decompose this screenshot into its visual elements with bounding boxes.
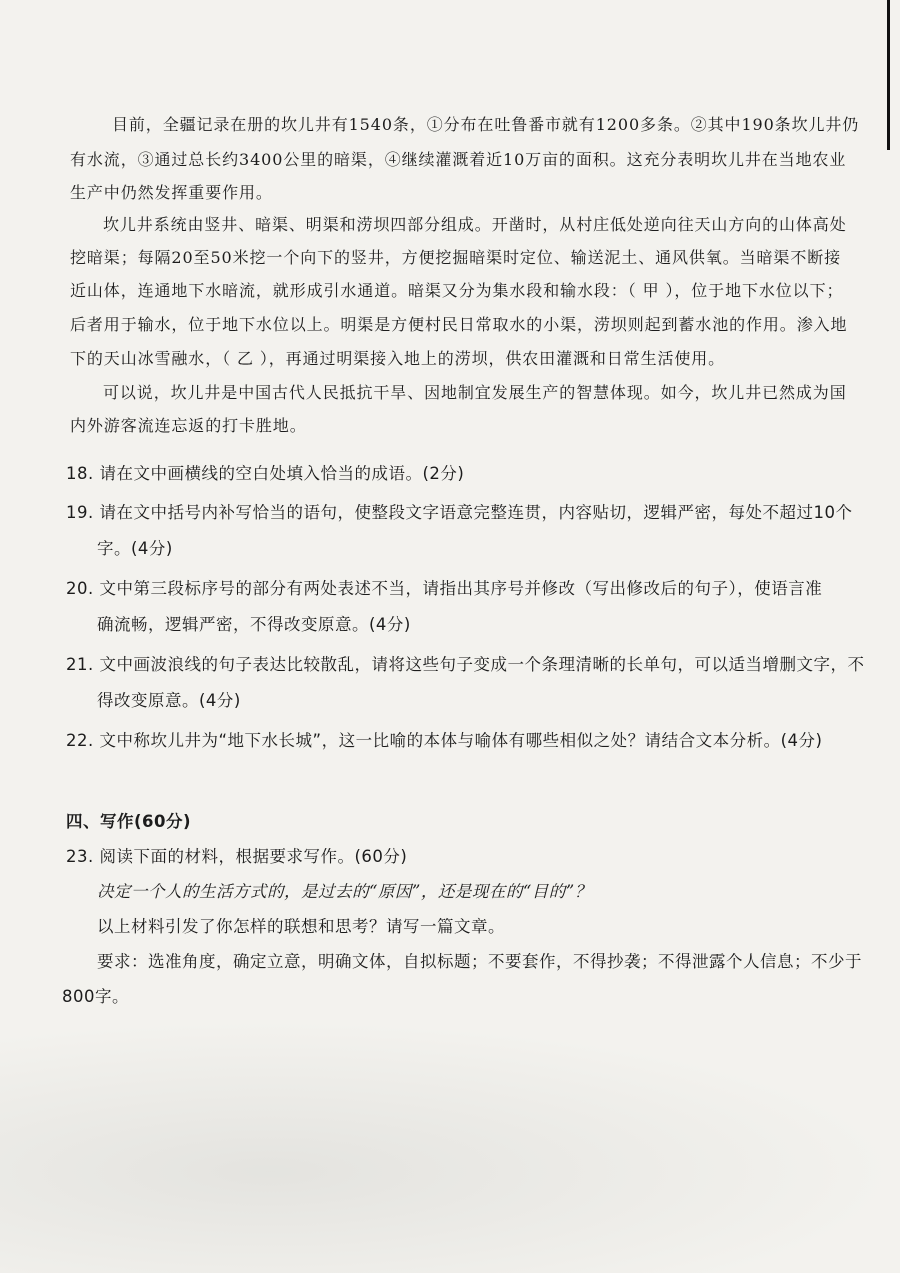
question-21-cont: 得改变原意。(4分) <box>97 691 241 710</box>
passage-line: 下的天山冰雪融水，（ 乙 ），再通过明渠接入地上的涝坝，供农田灌溉和日常生活使用。 <box>70 349 726 368</box>
question-19-cont: 字。(4分) <box>97 539 173 558</box>
question-22: 22. 文中称坎儿井为“地下水长城”，这一比喻的本体与喻体有哪些相似之处？请结合文本分析。(4分) <box>66 731 823 750</box>
passage-line: 生产中仍然发挥重要作用。 <box>70 183 273 202</box>
scan-noise <box>0 1020 900 1273</box>
passage-line: 坎儿井系统由竖井、暗渠、明渠和涝坝四部分组成。开凿时，从村庄低处逆向往天山方向的山体高处 <box>103 215 847 234</box>
question-19: 19. 请在文中括号内补写恰当的语句，使整段文字语意完整连贯，内容贴切，逻辑严密，每处不超过10个 <box>66 503 853 522</box>
section-title: 四、写作(60分) <box>66 812 192 831</box>
question-18: 18. 请在文中画横线的空白处填入恰当的成语。(2分) <box>66 464 465 483</box>
question-23: 23. 阅读下面的材料，根据要求写作。(60分) <box>66 847 408 866</box>
question-20-cont: 确流畅，逻辑严密，不得改变原意。(4分) <box>97 615 411 634</box>
passage-line: 可以说，坎儿井是中国古代人民抵抗干旱、因地制宜发展生产的智慧体现。如今，坎儿井已然成为国 <box>103 383 847 402</box>
writing-material: 决定一个人的生活方式的，是过去的“原因”，还是现在的“目的”？ <box>97 882 592 901</box>
question-20: 20. 文中第三段标序号的部分有两处表述不当，请指出其序号并修改（写出修改后的句子），使语言准 <box>66 579 823 598</box>
question-21: 21. 文中画波浪线的句子表达比较散乱，请将这些句子变成一个条理清晰的长单句，可以适当增删文字，不 <box>66 655 865 674</box>
writing-prompt: 以上材料引发了你怎样的联想和思考？请写一篇文章。 <box>97 917 505 936</box>
writing-requirements-cont: 800字。 <box>62 987 129 1006</box>
passage-line: 挖暗渠；每隔20至50米挖一个向下的竖井，方便挖掘暗渠时定位、输送泥土、通风供氧。当暗渠不断接 <box>70 248 842 267</box>
writing-requirements: 要求：选准角度，确定立意，明确文体，自拟标题；不要套作，不得抄袭；不得泄露个人信息；不少于 <box>97 952 862 971</box>
passage-line: 后者用于输水，位于地下水位以上。明渠是方便村民日常取水的小渠，涝坝则起到蓄水池的作用。渗入地 <box>70 315 848 334</box>
passage-line: 目前，全疆记录在册的坎儿井有1540条，①分布在吐鲁番市就有1200多条。②其中190条坎儿井仍 <box>112 115 860 134</box>
passage-line: 有水流，③通过总长约3400公里的暗渠，④继续灌溉着近10万亩的面积。这充分表明坎儿井在当地农业 <box>70 150 847 169</box>
scan-edge-line <box>887 0 890 150</box>
passage-line: 内外游客流连忘返的打卡胜地。 <box>70 416 307 435</box>
passage-line: 近山体，连通地下水暗流，就形成引水通道。暗渠又分为集水段和输水段：（ 甲 ），位于地下水位以下； <box>70 281 844 300</box>
